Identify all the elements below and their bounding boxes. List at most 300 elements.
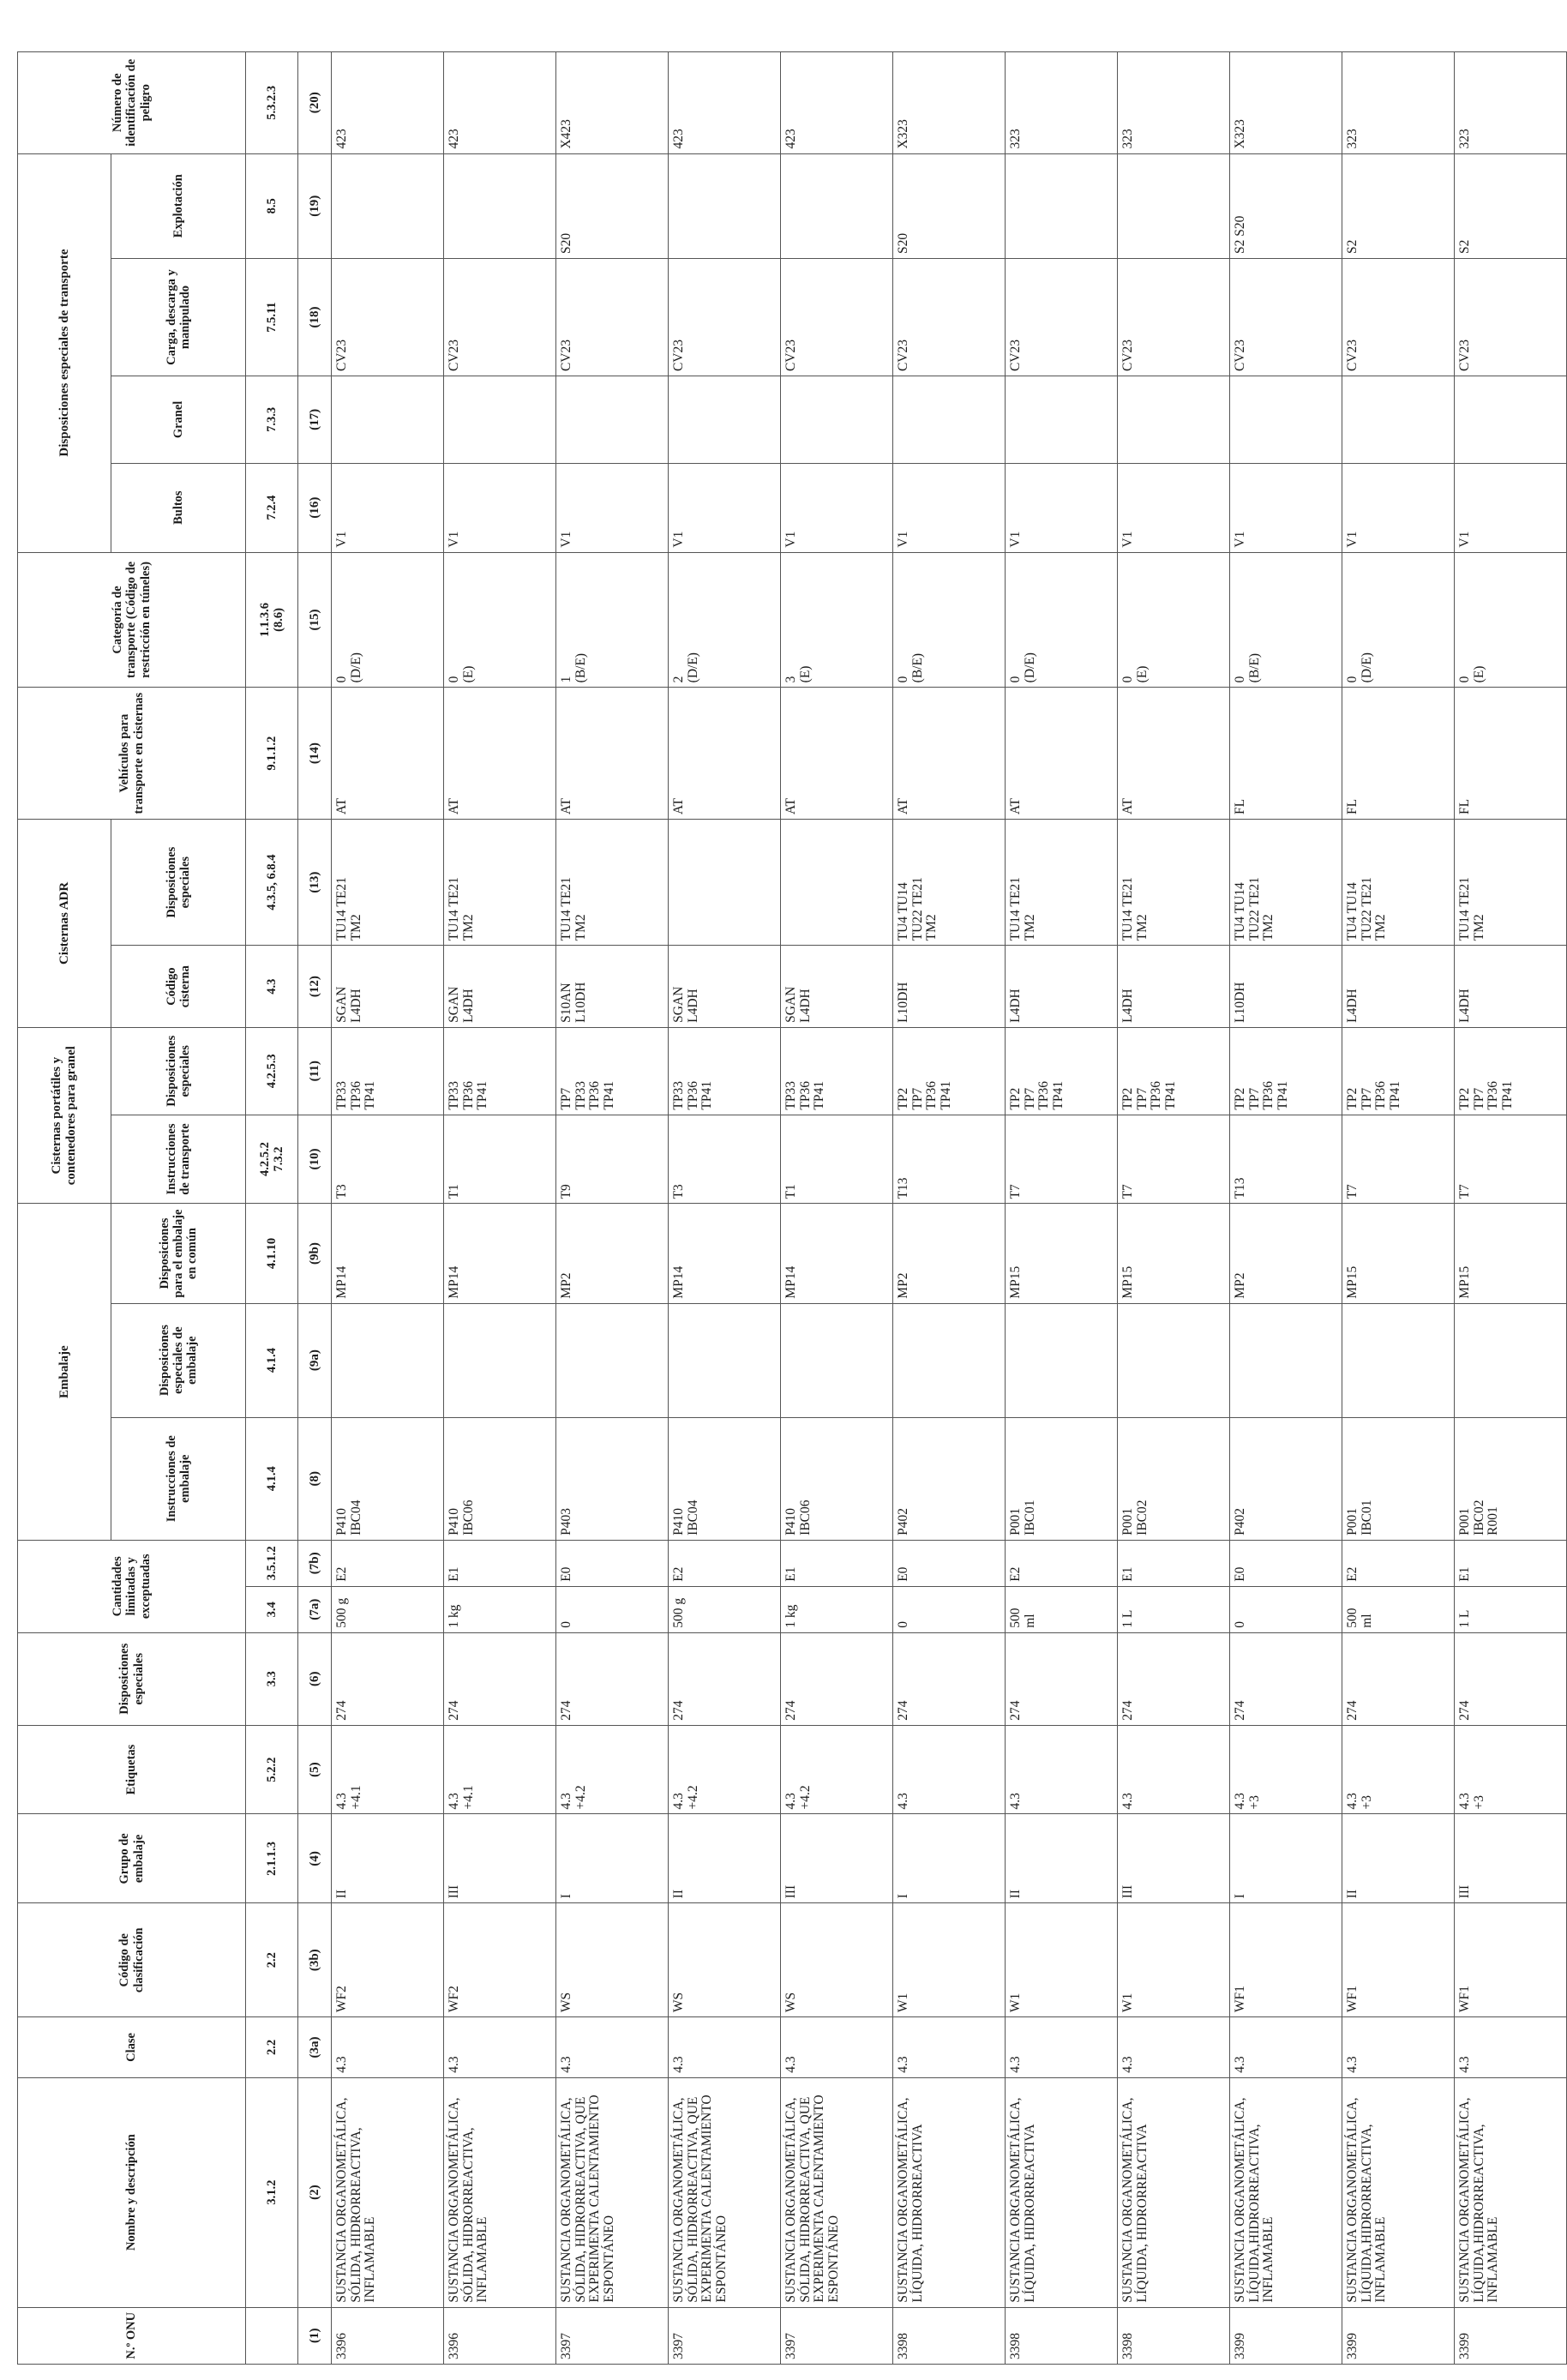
- table-cell: MP14: [332, 1204, 444, 1303]
- table-cell: CV23: [1006, 259, 1118, 376]
- table-cell: [444, 1303, 556, 1417]
- table-cell: 274: [1342, 1632, 1455, 1725]
- column-number-cell: (3a): [298, 2017, 332, 2078]
- table-cell: E1: [781, 1540, 893, 1586]
- header-packaging-group: Embalaje: [18, 1204, 111, 1540]
- table-cell: CV23: [556, 259, 669, 376]
- table-cell: V1: [1230, 463, 1342, 552]
- header-tank-code: Código cisterna: [111, 946, 246, 1028]
- table-cell: E0: [893, 1540, 1006, 1586]
- table-cell: [1230, 1303, 1342, 1417]
- table-cell: 323: [1342, 52, 1455, 154]
- table-cell: SUSTANCIA ORGANOMETÁLICA, LÍQUIDA, HIDRORREACTIVA: [893, 2077, 1006, 2307]
- table-cell: W1: [1118, 1903, 1230, 2017]
- table-cell: 2 (D/E): [669, 552, 781, 688]
- table-cell: E1: [444, 1540, 556, 1586]
- table-cell: SUSTANCIA ORGANOMETÁLICA, SÓLIDA, HIDRORREACTIVA, INFLAMABLE: [444, 2077, 556, 2307]
- table-cell: 1 kg: [444, 1586, 556, 1632]
- table-cell: 4.3 +4.1: [332, 1725, 444, 1814]
- table-cell: V1: [1118, 463, 1230, 552]
- table-cell: E2: [332, 1540, 444, 1586]
- reference-cell: 4.3: [246, 946, 298, 1028]
- table-cell: P402: [893, 1417, 1006, 1540]
- table-cell: MP14: [781, 1204, 893, 1303]
- table-cell: 0 (D/E): [1342, 552, 1455, 688]
- table-cell: V1: [332, 463, 444, 552]
- column-number-cell: (9a): [298, 1303, 332, 1417]
- table-cell: TP2 TP7 TP36 TP41: [1118, 1027, 1230, 1115]
- table-cell: 4.3 +4.1: [444, 1725, 556, 1814]
- table-cell: SUSTANCIA ORGANOMETÁLICA, LÍQUIDA,HIDRORREACTIVA, INFLAMABLE: [1342, 2077, 1455, 2307]
- table-cell: 4.3: [781, 2017, 893, 2078]
- reference-cell: 3.4: [246, 1586, 298, 1632]
- table-cell: [893, 376, 1006, 464]
- table-cell: 4.3: [1006, 2017, 1118, 2078]
- column-number-cell: (7b): [298, 1540, 332, 1586]
- table-cell: T7: [1455, 1115, 1567, 1204]
- reference-cell: [246, 2307, 298, 2364]
- column-number-cell: (18): [298, 259, 332, 376]
- table-cell: III: [1118, 1814, 1230, 1903]
- reference-cell: 2.1.1.3: [246, 1814, 298, 1903]
- table-cell: AT: [1006, 688, 1118, 820]
- table-cell: 274: [1230, 1632, 1342, 1725]
- table-cell: TP33 TP36 TP41: [781, 1027, 893, 1115]
- table-cell: 4.3: [1006, 1725, 1118, 1814]
- table-cell: TU14 TE21 TM2: [1455, 819, 1567, 945]
- column-number-cell: (15): [298, 552, 332, 688]
- table-cell: 0: [893, 1586, 1006, 1632]
- table-cell: 4.3 +3: [1230, 1725, 1342, 1814]
- table-cell: SGAN L4DH: [332, 946, 444, 1028]
- table-cell: [669, 819, 781, 945]
- table-row: [1455, 52, 1567, 2365]
- table-cell: V1: [1455, 463, 1567, 552]
- table-cell: 500 ml: [1342, 1586, 1455, 1632]
- table-cell: T1: [781, 1115, 893, 1204]
- table-cell: 1 kg: [781, 1586, 893, 1632]
- column-number-cell: (14): [298, 688, 332, 820]
- table-cell: AT: [893, 688, 1006, 820]
- table-cell: 274: [669, 1632, 781, 1725]
- table-cell: E2: [1342, 1540, 1455, 1586]
- table-cell: 4.3: [893, 2017, 1006, 2078]
- header-tank-vehicles: Vehículos para transporte en cisternas: [18, 688, 246, 820]
- reference-cell: 7.2.4: [246, 463, 298, 552]
- table-cell: TU4 TU14 TU22 TE21 TM2: [893, 819, 1006, 945]
- header-portable-special: Disposiciones especiales: [111, 1027, 246, 1115]
- table-cell: SUSTANCIA ORGANOMETÁLICA, SÓLIDA, HIDRORREACTIVA, INFLAMABLE: [332, 2077, 444, 2307]
- table-cell: 274: [1455, 1632, 1567, 1725]
- table-cell: 0 (D/E): [332, 552, 444, 688]
- table-cell: T9: [556, 1115, 669, 1204]
- table-cell: X323: [893, 52, 1006, 154]
- table-cell: MP15: [1118, 1204, 1230, 1303]
- column-number-cell: (8): [298, 1417, 332, 1540]
- table-cell: TU14 TE21 TM2: [444, 819, 556, 945]
- table-cell: CV23: [1342, 259, 1455, 376]
- table-cell: MP14: [444, 1204, 556, 1303]
- column-number-cell: (19): [298, 153, 332, 259]
- table-cell: 4.3: [444, 2017, 556, 2078]
- table-cell: 0 (B/E): [1230, 552, 1342, 688]
- table-cell: V1: [1342, 463, 1455, 552]
- table-cell: 1 L: [1455, 1586, 1567, 1632]
- column-number-cell: (17): [298, 376, 332, 464]
- table-cell: [556, 376, 669, 464]
- table-cell: 274: [556, 1632, 669, 1725]
- table-cell: 4.3 +3: [1342, 1725, 1455, 1814]
- reference-cell: 3.5.1.2: [246, 1540, 298, 1586]
- table-cell: X423: [556, 52, 669, 154]
- table-cell: [1118, 1303, 1230, 1417]
- table-row: [444, 52, 556, 2365]
- column-number-cell: (4): [298, 1814, 332, 1903]
- table-cell: [1006, 1303, 1118, 1417]
- table-cell: 323: [1455, 52, 1567, 154]
- table-cell: SUSTANCIA ORGANOMETÁLICA, LÍQUIDA,HIDRORREACTIVA, INFLAMABLE: [1455, 2077, 1567, 2307]
- table-cell: L4DH: [1455, 946, 1567, 1028]
- table-cell: P001 IBC02: [1118, 1417, 1230, 1540]
- table-cell: T7: [1118, 1115, 1230, 1204]
- table-cell: V1: [781, 463, 893, 552]
- table-cell: 4.3: [669, 2017, 781, 2078]
- header-bulk: Granel: [111, 376, 246, 464]
- table-cell: S20: [893, 153, 1006, 259]
- table-cell: [1118, 376, 1230, 464]
- table-cell: 274: [1118, 1632, 1230, 1725]
- table-cell: 4.3 +4.2: [781, 1725, 893, 1814]
- header-adr-tanks-group: Cisternas ADR: [18, 819, 111, 1027]
- table-cell: TP2 TP7 TP36 TP41: [893, 1027, 1006, 1115]
- table-cell: SUSTANCIA ORGANOMETÁLICA, LÍQUIDA, HIDRORREACTIVA: [1006, 2077, 1118, 2307]
- header-transport-category: Categoría de transporte (Código de restricción en túneles): [18, 552, 246, 688]
- table-cell: WF1: [1455, 1903, 1567, 2017]
- header-special-provisions: Disposiciones especiales: [18, 1632, 246, 1725]
- table-cell: V1: [669, 463, 781, 552]
- table-cell: MP2: [556, 1204, 669, 1303]
- table-row: [893, 52, 1006, 2365]
- header-packing-group: Grupo de embalaje: [18, 1814, 246, 1903]
- table-cell: AT: [781, 688, 893, 820]
- table-cell: 274: [781, 1632, 893, 1725]
- reference-cell: 2.2: [246, 2017, 298, 2078]
- table-cell: FL: [1230, 688, 1342, 820]
- table-cell: 274: [444, 1632, 556, 1725]
- table-cell: WF2: [444, 1903, 556, 2017]
- table-cell: [1118, 153, 1230, 259]
- table-cell: E0: [1230, 1540, 1342, 1586]
- table-cell: 423: [781, 52, 893, 154]
- table-cell: 3397: [669, 2307, 781, 2364]
- table-cell: 4.3: [1455, 2017, 1567, 2078]
- table-cell: 4.3 +3: [1455, 1725, 1567, 1814]
- table-cell: III: [781, 1814, 893, 1903]
- table-cell: AT: [1118, 688, 1230, 820]
- table-cell: I: [893, 1814, 1006, 1903]
- table-cell: TU14 TE21 TM2: [1118, 819, 1230, 945]
- table-cell: L4DH: [1342, 946, 1455, 1028]
- table-cell: MP15: [1342, 1204, 1455, 1303]
- table-cell: II: [669, 1814, 781, 1903]
- table-cell: [332, 376, 444, 464]
- column-number-cell: (1): [298, 2307, 332, 2364]
- table-cell: CV23: [332, 259, 444, 376]
- table-cell: [332, 153, 444, 259]
- header-portable-instructions: Instrucciones de transporte: [111, 1115, 246, 1204]
- header-loading: Carga, descarga y manipulado: [111, 259, 246, 376]
- header-tank-special: Disposiciones especiales: [111, 819, 246, 945]
- table-cell: L10DH: [1230, 946, 1342, 1028]
- column-number-cell: (11): [298, 1027, 332, 1115]
- rotated-page: [0, 34, 1516, 2380]
- header-classification-code: Código de clasificación: [18, 1903, 246, 2017]
- table-cell: X323: [1230, 52, 1342, 154]
- reference-cell: 7.5.11: [246, 259, 298, 376]
- table-cell: V1: [1006, 463, 1118, 552]
- table-row: [556, 52, 669, 2365]
- dangerous-goods-table: [17, 51, 1567, 2365]
- table-cell: [781, 819, 893, 945]
- table-cell: [669, 1303, 781, 1417]
- table-cell: 3398: [1118, 2307, 1230, 2364]
- table-cell: WF1: [1342, 1903, 1455, 2017]
- header-special-transport-group: Disposiciones especiales de transporte: [18, 153, 111, 552]
- table-row: [781, 52, 893, 2365]
- table-cell: WF2: [332, 1903, 444, 2017]
- table-cell: [669, 153, 781, 259]
- table-cell: CV23: [669, 259, 781, 376]
- header-special-packing-provisions: Disposiciones especiales de embalaje: [111, 1303, 246, 1417]
- table-cell: 3397: [556, 2307, 669, 2364]
- table-cell: [1006, 153, 1118, 259]
- table-cell: [444, 376, 556, 464]
- column-number-row: [298, 52, 332, 2365]
- table-cell: TU14 TE21 TM2: [332, 819, 444, 945]
- reference-cell: 3.1.2: [246, 2077, 298, 2307]
- column-number-cell: (3b): [298, 1903, 332, 2017]
- table-cell: 274: [893, 1632, 1006, 1725]
- table-cell: E1: [1455, 1540, 1567, 1586]
- table-cell: 1 (B/E): [556, 552, 669, 688]
- table-cell: P001 IBC01: [1006, 1417, 1118, 1540]
- header-limited-quantities: Cantidades limitadas y exceptuadas: [18, 1540, 246, 1632]
- table-cell: SUSTANCIA ORGANOMETÁLICA, SÓLIDA, HIDRORREACTIVA, QUE EXPERIMENTA CALENTAMIENTO ESPONTÁNEO: [669, 2077, 781, 2307]
- column-number-cell: (13): [298, 819, 332, 945]
- reference-row: [246, 52, 298, 2365]
- table-cell: 323: [1006, 52, 1118, 154]
- table-cell: 4.3 +4.2: [556, 1725, 669, 1814]
- table-row: [332, 52, 444, 2365]
- table-cell: II: [1006, 1814, 1118, 1903]
- table-cell: TU14 TE21 TM2: [1006, 819, 1118, 945]
- column-number-cell: (10): [298, 1115, 332, 1204]
- header-portable-tanks-group: Cisternas portátiles y contenedores para granel: [18, 1027, 111, 1204]
- table-cell: P410 IBC06: [444, 1417, 556, 1540]
- table-cell: MP14: [669, 1204, 781, 1303]
- table-cell: [781, 376, 893, 464]
- reference-cell: 5.2.2: [246, 1725, 298, 1814]
- table-cell: 4.3: [556, 2017, 669, 2078]
- column-number-cell: (5): [298, 1725, 332, 1814]
- table-cell: E0: [556, 1540, 669, 1586]
- table-cell: T13: [893, 1115, 1006, 1204]
- table-cell: CV23: [893, 259, 1006, 376]
- header-operation: Explotación: [111, 153, 246, 259]
- table-cell: [1342, 376, 1455, 464]
- table-cell: 3399: [1455, 2307, 1567, 2364]
- column-number-cell: (2): [298, 2077, 332, 2307]
- table-cell: 0: [556, 1586, 669, 1632]
- table-cell: SGAN L4DH: [669, 946, 781, 1028]
- table-cell: FL: [1342, 688, 1455, 820]
- table-cell: S10AN L10DH: [556, 946, 669, 1028]
- table-cell: 4.3: [1230, 2017, 1342, 2078]
- table-cell: TP33 TP36 TP41: [332, 1027, 444, 1115]
- table-cell: S2 S20: [1230, 153, 1342, 259]
- table-cell: 423: [332, 52, 444, 154]
- table-cell: [781, 1303, 893, 1417]
- table-row: [669, 52, 781, 2365]
- table-cell: 423: [444, 52, 556, 154]
- table-cell: III: [444, 1814, 556, 1903]
- reference-cell: 4.3.5, 6.8.4: [246, 819, 298, 945]
- table-cell: E2: [1006, 1540, 1118, 1586]
- table-row: [1342, 52, 1455, 2365]
- table-cell: TP33 TP36 TP41: [444, 1027, 556, 1115]
- table-cell: MP15: [1455, 1204, 1567, 1303]
- table-cell: 500 g: [332, 1586, 444, 1632]
- table-cell: 4.3: [893, 1725, 1006, 1814]
- table-cell: 3398: [1006, 2307, 1118, 2364]
- reference-cell: 4.2.5.3: [246, 1027, 298, 1115]
- table-cell: 4.3: [1118, 1725, 1230, 1814]
- table-cell: TU4 TU14 TU22 TE21 TM2: [1230, 819, 1342, 945]
- table-cell: SUSTANCIA ORGANOMETÁLICA, SÓLIDA, HIDRORREACTIVA, QUE EXPERIMENTA CALENTAMIENTO ESPONTÁNEO: [556, 2077, 669, 2307]
- table-cell: CV23: [1118, 259, 1230, 376]
- table-cell: 323: [1118, 52, 1230, 154]
- table-cell: T3: [332, 1115, 444, 1204]
- table-cell: MP2: [893, 1204, 1006, 1303]
- table-cell: AT: [669, 688, 781, 820]
- table-cell: TP7 TP33 TP36 TP41: [556, 1027, 669, 1115]
- table-row: [1230, 52, 1342, 2365]
- table-cell: TU4 TU14 TU22 TE21 TM2: [1342, 819, 1455, 945]
- header-hazard-id: Número de identificación de peligro: [18, 52, 246, 154]
- table-cell: SUSTANCIA ORGANOMETÁLICA, LÍQUIDA,HIDRORREACTIVA, INFLAMABLE: [1230, 2077, 1342, 2307]
- table-cell: T13: [1230, 1115, 1342, 1204]
- table-cell: TU14 TE21 TM2: [556, 819, 669, 945]
- table-cell: SGAN L4DH: [781, 946, 893, 1028]
- table-cell: TP2 TP7 TP36 TP41: [1230, 1027, 1342, 1115]
- table-cell: [1342, 1303, 1455, 1417]
- table-cell: 423: [669, 52, 781, 154]
- table-cell: L4DH: [1118, 946, 1230, 1028]
- table-cell: E1: [1118, 1540, 1230, 1586]
- table-cell: E2: [669, 1540, 781, 1586]
- table-body: [332, 52, 1567, 2365]
- table-cell: 4.3: [1118, 2017, 1230, 2078]
- table-cell: TP33 TP36 TP41: [669, 1027, 781, 1115]
- table-cell: S2: [1455, 153, 1567, 259]
- table-cell: [1006, 376, 1118, 464]
- column-number-cell: (9b): [298, 1204, 332, 1303]
- table-cell: WS: [556, 1903, 669, 2017]
- table-cell: S20: [556, 153, 669, 259]
- table-cell: CV23: [1230, 259, 1342, 376]
- header-un-number: N.º ONU: [18, 2307, 246, 2364]
- table-row: [1118, 52, 1230, 2365]
- table-cell: MP2: [1230, 1204, 1342, 1303]
- table-cell: 4.3: [1342, 2017, 1455, 2078]
- table-cell: T7: [1342, 1115, 1455, 1204]
- table-cell: 500 ml: [1006, 1586, 1118, 1632]
- table-cell: 274: [1006, 1632, 1118, 1725]
- table-cell: 3396: [332, 2307, 444, 2364]
- table-cell: FL: [1455, 688, 1567, 820]
- table-cell: [893, 1303, 1006, 1417]
- table-cell: 274: [332, 1632, 444, 1725]
- table-cell: 0 (B/E): [893, 552, 1006, 688]
- table-cell: S2: [1342, 153, 1455, 259]
- table-cell: L4DH: [1006, 946, 1118, 1028]
- table-cell: CV23: [781, 259, 893, 376]
- column-number-cell: (12): [298, 946, 332, 1028]
- table-cell: TP2 TP7 TP36 TP41: [1455, 1027, 1567, 1115]
- table-cell: T3: [669, 1115, 781, 1204]
- reference-cell: 4.1.4: [246, 1303, 298, 1417]
- table-cell: TP2 TP7 TP36 TP41: [1006, 1027, 1118, 1115]
- table-cell: 3 (E): [781, 552, 893, 688]
- table-cell: 4.3: [332, 2017, 444, 2078]
- table-cell: TP2 TP7 TP36 TP41: [1342, 1027, 1455, 1115]
- header-packages: Bultos: [111, 463, 246, 552]
- table-cell: V1: [444, 463, 556, 552]
- column-number-cell: (16): [298, 463, 332, 552]
- table-cell: [669, 376, 781, 464]
- table-row: [1006, 52, 1118, 2365]
- header-packing-instructions: Instrucciones de embalaje: [111, 1417, 246, 1540]
- table-cell: [1230, 376, 1342, 464]
- table-cell: [444, 153, 556, 259]
- table-cell: MP15: [1006, 1204, 1118, 1303]
- reference-cell: 7.3.3: [246, 376, 298, 464]
- reference-cell: 8.5: [246, 153, 298, 259]
- table-cell: V1: [556, 463, 669, 552]
- table-cell: 0 (D/E): [1006, 552, 1118, 688]
- table-cell: W1: [893, 1903, 1006, 2017]
- table-cell: [332, 1303, 444, 1417]
- reference-cell: 9.1.1.2: [246, 688, 298, 820]
- table-cell: CV23: [444, 259, 556, 376]
- column-number-cell: (7a): [298, 1586, 332, 1632]
- table-cell: T7: [1006, 1115, 1118, 1204]
- table-cell: AT: [444, 688, 556, 820]
- table-cell: 500 g: [669, 1586, 781, 1632]
- table-cell: 0 (E): [1455, 552, 1567, 688]
- header-mixed-packing: Disposiciones para el embalaje en común: [111, 1204, 246, 1303]
- reference-cell: 1.1.3.6 (8.6): [246, 552, 298, 688]
- table-cell: 0 (E): [444, 552, 556, 688]
- table-cell: WF1: [1230, 1903, 1342, 2017]
- table-cell: 4.3 +4.2: [669, 1725, 781, 1814]
- table-cell: [1455, 376, 1567, 464]
- table-cell: II: [1342, 1814, 1455, 1903]
- table-cell: SUSTANCIA ORGANOMETÁLICA, SÓLIDA, HIDRORREACTIVA, QUE EXPERIMENTA CALENTAMIENTO ESPONTÁNEO: [781, 2077, 893, 2307]
- table-cell: P403: [556, 1417, 669, 1540]
- table-cell: 3397: [781, 2307, 893, 2364]
- column-number-cell: (20): [298, 52, 332, 154]
